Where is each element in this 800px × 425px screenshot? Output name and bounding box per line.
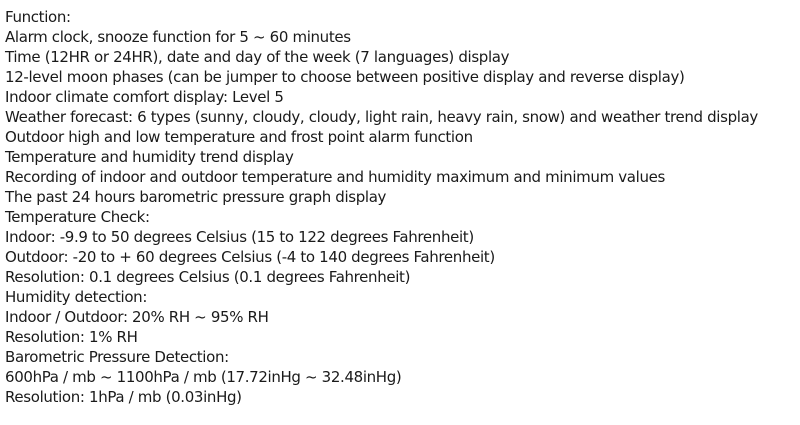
spec-line: Time (12HR or 24HR), date and day of the week (7 languages) display <box>5 48 510 66</box>
section-heading-function: Function: <box>5 8 71 26</box>
section-heading-temperature: Temperature Check: <box>5 208 150 226</box>
spec-line: Outdoor high and low temperature and frost point alarm function <box>5 128 473 146</box>
spec-line: Outdoor: -20 to + 60 degrees Celsius (-4 to 140 degrees Fahrenheit) <box>5 248 495 266</box>
spec-line: Weather forecast: 6 types (sunny, cloudy, cloudy, light rain, heavy rain, snow) and weather trend display <box>5 108 758 126</box>
spec-line: Resolution: 0.1 degrees Celsius (0.1 degrees Fahrenheit) <box>5 268 411 286</box>
spec-line: Resolution: 1hPa / mb (0.03inHg) <box>5 388 242 406</box>
spec-line: 12-level moon phases (can be jumper to choose between positive display and reverse display) <box>5 68 685 86</box>
spec-line: Recording of indoor and outdoor temperature and humidity maximum and minimum values <box>5 168 665 186</box>
spec-line: Temperature and humidity trend display <box>5 148 294 166</box>
spec-line: Resolution: 1% RH <box>5 328 138 346</box>
section-heading-humidity: Humidity detection: <box>5 288 148 306</box>
spec-line: Indoor climate comfort display: Level 5 <box>5 88 284 106</box>
section-heading-pressure: Barometric Pressure Detection: <box>5 348 229 366</box>
spec-line: 600hPa / mb ~ 1100hPa / mb (17.72inHg ~ 32.48inHg) <box>5 368 402 386</box>
spec-line: Alarm clock, snooze function for 5 ~ 60 minutes <box>5 28 351 46</box>
spec-text-block <box>5 7 795 407</box>
spec-line: The past 24 hours barometric pressure graph display <box>5 188 387 206</box>
spec-line: Indoor: -9.9 to 50 degrees Celsius (15 to 122 degrees Fahrenheit) <box>5 228 474 246</box>
spec-line: Indoor / Outdoor: 20% RH ~ 95% RH <box>5 308 269 326</box>
